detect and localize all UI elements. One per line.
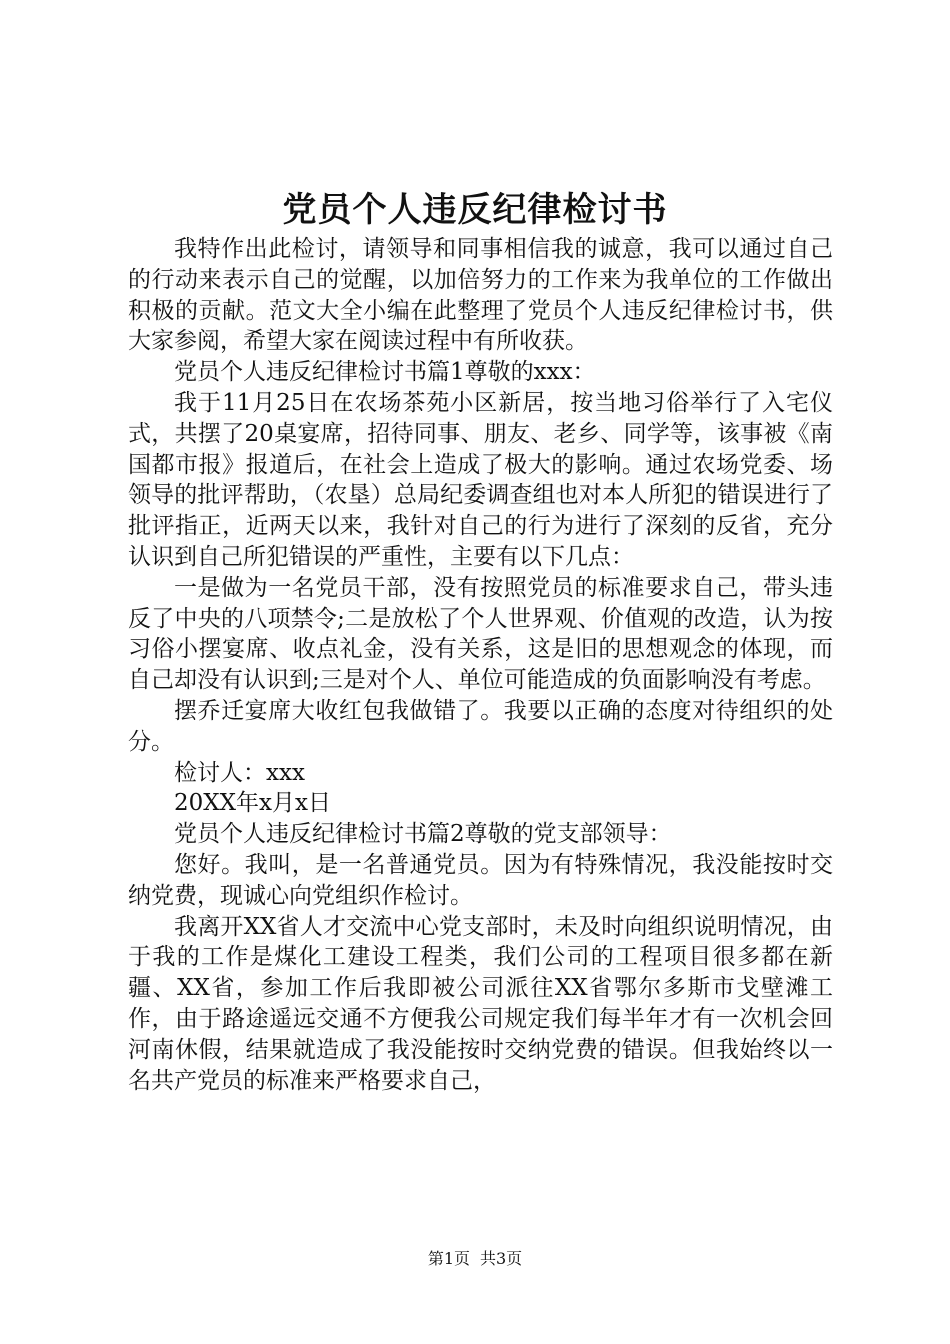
paragraph-letter-2-body: 我离开XX省人才交流中心党支部时，未及时向组织说明情况，由于我的工作是煤化工建设工程类，我们公司的工程项目很多都在新疆、XX省，参加工作后我即被公司派往XX省鄂尔多斯市戈壁滩工作，由于路途遥远交通不方便我公司规定我们每半年才有一次机会回河南休假，结果就造成了我没能按时交纳党费的错误。但我始终以一名共产党员的标准来严格要求自己， [128,913,833,1094]
paragraph-intro: 我特作出此检讨，请领导和同事相信我的诚意，我可以通过自己的行动来表示自己的觉醒，以加倍努力的工作来为我单位的工作做出积极的贡献。范文大全小编在此整理了党员个人违反纪律检讨书，供大家参阅，希望大家在阅读过程中有所收获。 [128,236,833,355]
paragraph-letter-2-heading: 党员个人违反纪律检讨书篇2尊敬的党支部领导： [174,821,672,848]
paragraph-date: 20XX年x月x日 [174,790,331,817]
paragraph-letter-1-conclusion: 摆乔迁宴席大收红包我做错了。我要以正确的态度对待组织的处分。 [128,697,833,755]
paragraph-letter-1-body: 我于11月25日在农场茶苑小区新居，按当地习俗举行了入宅仪式，共摆了20桌宴席，招待同事、朋友、老乡、同学等，该事被《南国都市报》报道后，在社会上造成了极大的影响。通过农场党委、场领导的批评帮助，（农垦）总局纪委调查组也对本人所犯的错误进行了批评指正，近两天以来，我针对自己的行为进行了深刻的反省，充分认识到自己所犯错误的严重性，主要有以下几点： [128,389,833,570]
paragraph-letter-1-heading: 党员个人违反纪律检讨书篇1尊敬的xxx： [174,359,596,386]
paragraph-signature: 检讨人：xxx [174,759,305,786]
page-number: 第1页 [427,1249,470,1268]
page-footer [0,1248,950,1270]
page-total: 共3页 [480,1249,523,1268]
paragraph-letter-1-reasons: 一是做为一名党员干部，没有按照党员的标准要求自己，带头违反了中央的八项禁令;二是放松了个人世界观、价值观的改造，认为按习俗小摆宴席、收点礼金，没有关系，这是旧的思想观念的体现，而自己却没有认识到;三是对个人、单位可能造成的负面影响没有考虑。 [128,574,833,694]
page-title: 党员个人违反纪律检讨书 [282,190,668,230]
paragraph-letter-2-greeting: 您好。我叫，是一名普通党员。因为有特殊情况，我没能按时交纳党费，现诚心向党组织作检讨。 [128,851,833,909]
document-body [128,234,833,1096]
